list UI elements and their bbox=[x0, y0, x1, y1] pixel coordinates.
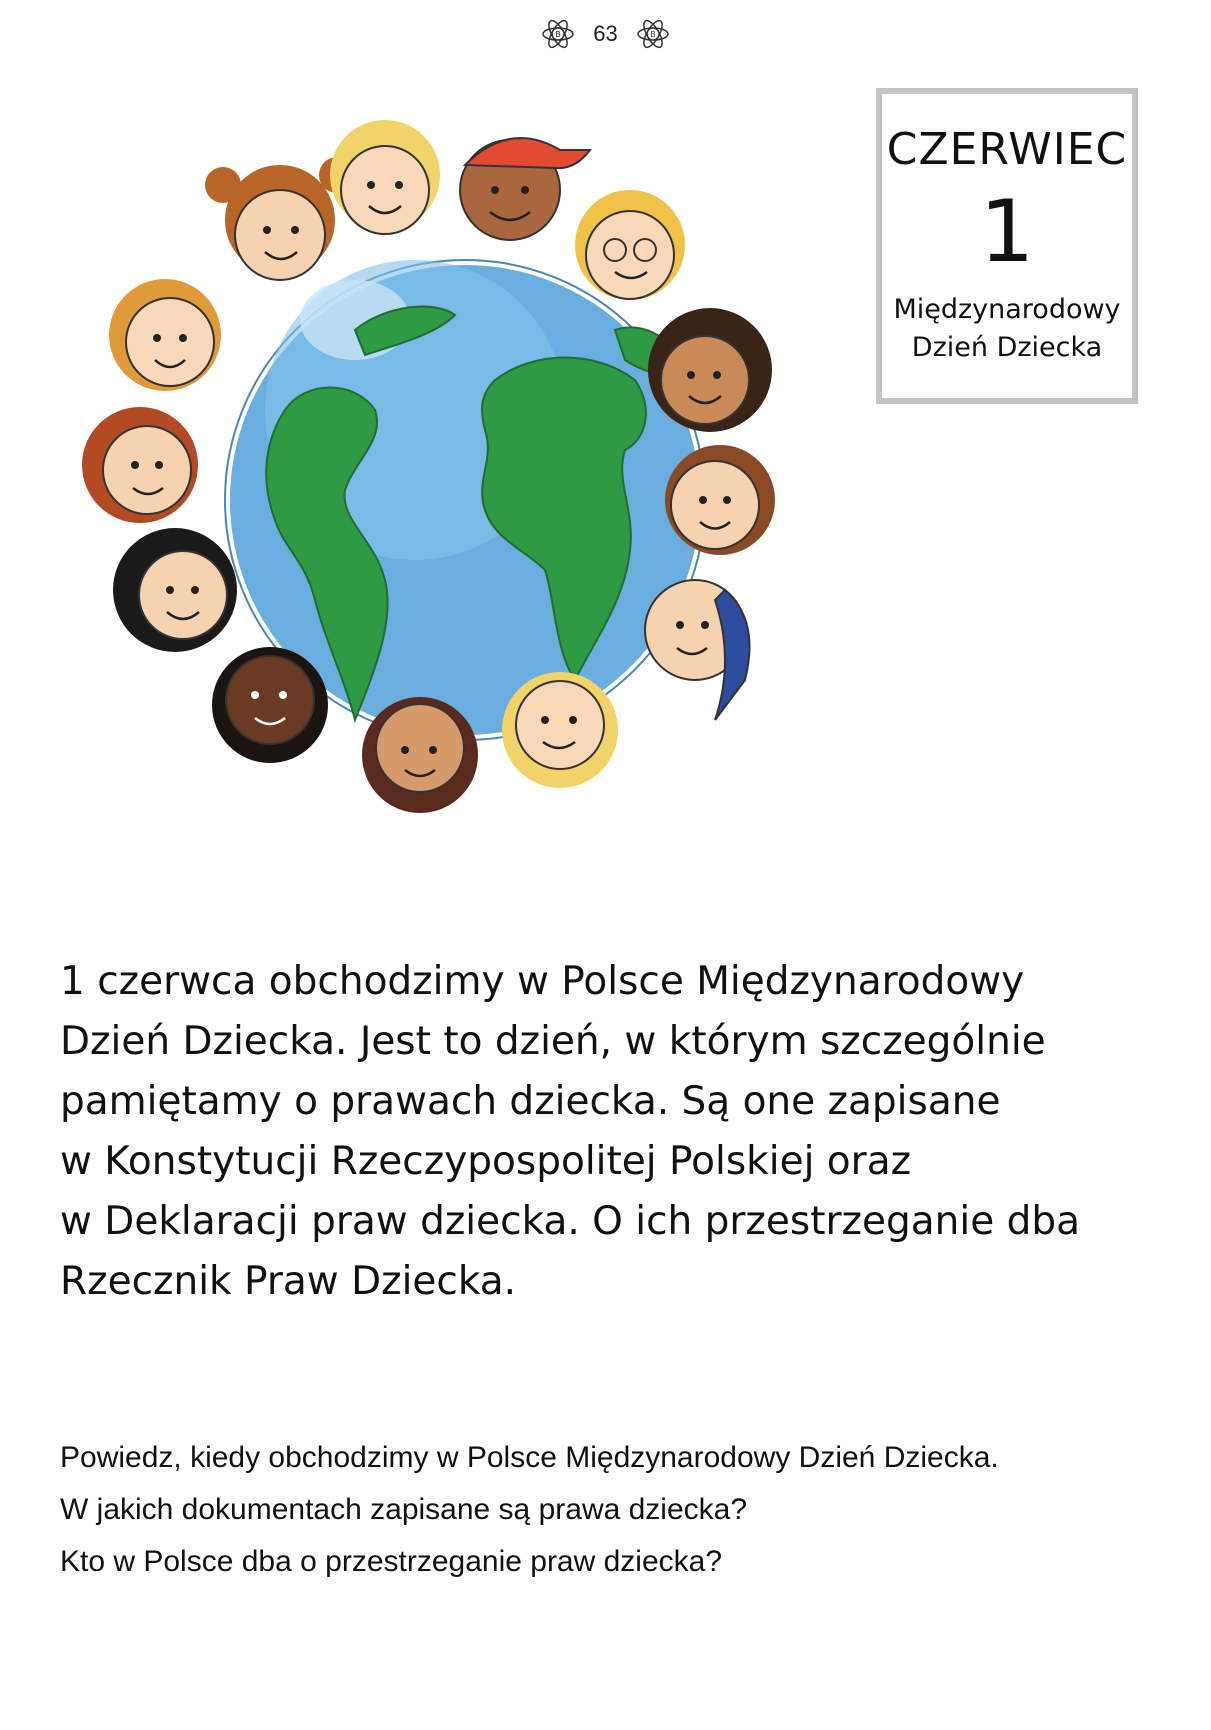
child-figure bbox=[113, 528, 237, 652]
child-figure bbox=[82, 407, 198, 523]
paragraph-line: w Konstytucji Rzeczypospolitej Polskiej oraz bbox=[60, 1139, 912, 1184]
paragraph-line: Rzecznik Praw Dziecka. bbox=[60, 1259, 517, 1304]
questions-list bbox=[60, 1432, 1170, 1588]
calendar-month: CZERWIEC bbox=[886, 124, 1128, 175]
atom-emblem-icon bbox=[541, 17, 575, 51]
atom-emblem-icon bbox=[636, 17, 670, 51]
page-header bbox=[0, 14, 1211, 54]
calendar-event bbox=[882, 291, 1132, 367]
calendar-event-line: Międzynarodowy bbox=[893, 294, 1121, 325]
svg-text:B: B bbox=[555, 30, 561, 39]
paragraph-line: 1 czerwca obchodzimy w Polsce Międzynarodowy bbox=[60, 959, 1025, 1004]
child-figure bbox=[645, 580, 750, 720]
child-figure bbox=[362, 697, 478, 813]
paragraph-line: pamiętamy o prawach dziecka. Są one zapisane bbox=[60, 1079, 1001, 1124]
svg-text:B: B bbox=[649, 30, 656, 39]
calendar-day: 1 bbox=[979, 182, 1035, 282]
child-figure bbox=[502, 672, 618, 788]
child-figure bbox=[665, 445, 775, 555]
paragraph-line: w Deklaracji praw dziecka. O ich przestrzeganie dba bbox=[60, 1199, 1081, 1244]
child-figure bbox=[109, 279, 221, 391]
calendar-event-line: Dzień Dziecka bbox=[911, 332, 1103, 363]
question-item: Kto w Polsce dba o przestrzeganie praw dziecka? bbox=[60, 1545, 723, 1578]
child-figure bbox=[460, 138, 590, 240]
children-around-globe-illustration bbox=[55, 80, 875, 900]
paragraph-line: Dzień Dziecka. Jest to dzień, w którym szczególnie bbox=[60, 1019, 1046, 1064]
child-figure bbox=[330, 120, 440, 234]
question-item: Powiedz, kiedy obchodzimy w Polsce Międzynarodowy Dzień Dziecka. bbox=[60, 1441, 999, 1474]
child-figure bbox=[648, 308, 772, 432]
child-figure bbox=[575, 190, 685, 300]
child-figure bbox=[212, 647, 328, 763]
page-number: 63 bbox=[593, 21, 618, 46]
body-paragraph bbox=[60, 952, 1160, 1312]
question-item: W jakich dokumentach zapisane są prawa dziecka? bbox=[60, 1493, 748, 1526]
calendar-card bbox=[876, 88, 1138, 404]
